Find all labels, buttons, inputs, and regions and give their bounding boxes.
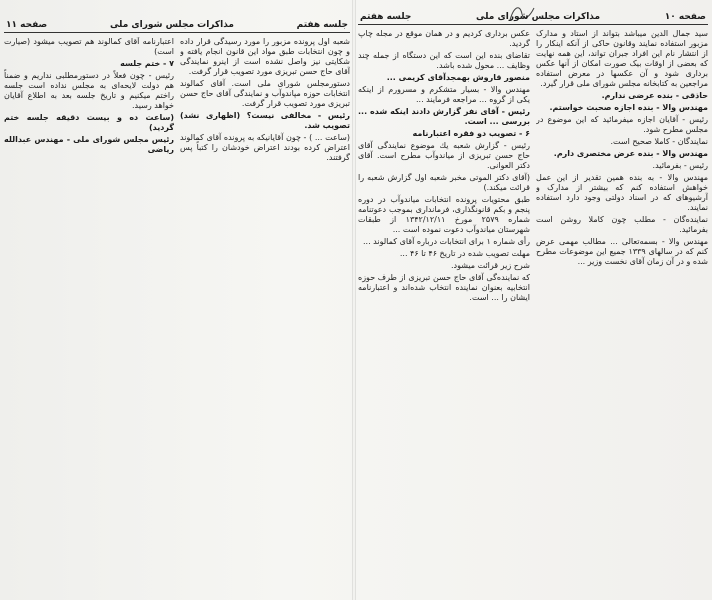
left-page-number: صفحه ۱۱ — [6, 20, 48, 30]
paragraph: نماینده‌گان - مطلب چون کاملا روشن است بفرمائید. — [536, 215, 708, 234]
paragraph: سید جمال الدین میباشد بتواند از استاد و مدارک مزبور استفاده نمایند وقانون حاکی از آنکه اینکار را از انتشار نام این افراد جبران تواند، این همه نهایت که بعضی از اوقات بیک صورت امکان از آنها عکس برداری شود و آن عکسها در معرض استفاده مراجعین به کتابخانه مجلس شورای ملی قرار گیرد. — [536, 29, 708, 88]
left-page-right-column — [180, 37, 350, 597]
right-page-title: مذاکرات مجلس شورای ملی — [476, 12, 601, 22]
paragraph: رئیس - مخالفی نیست؟ (اظهاری نشد) تصویب شد. — [180, 111, 350, 130]
right-page-number: صفحه ۱۰ — [664, 12, 706, 22]
right-page-left-column — [358, 29, 530, 599]
right-page-session: جلسه هفتم — [360, 12, 412, 22]
paragraph: رئیس - چون فعلاً در دستورمطلبی نداریم و ضمناً هم دولت لایحه‌ای به مجلس نداده است جلسه راختم میکنیم و تاریخ جلسه بعد به اطلاع آقایان خواهد رسید. — [4, 71, 174, 110]
paragraph: (ساعت ... ) - چون آقایانیکه به پرونده آقای کمالوند اعتراض کرده بودند اعتراض خودشان را کتباً پس گرفتند. — [180, 133, 350, 162]
paragraph: (آقای دکتر الموتی مخبر شعبه اول گزارش شعبه را قرائت میکند.) — [358, 173, 530, 192]
paragraph: رأی شماره ۱ برای انتخابات درباره آقای کمالوند ... — [363, 237, 530, 246]
paragraph: اعتبارنامه آقای کمالوند هم تصویب میشود (صیارت است) — [4, 37, 174, 56]
right-page-columns — [358, 29, 708, 599]
paragraph: مهندس والا - بسمه‌تعالی ... مطالب مهمی عرض کنم که در سالهای ۱۳۳۹ جمیع این موضوعات مطرح شده و در آن زمان آقای نخست وزیر ... — [536, 237, 708, 266]
paragraph: مهندس والا - بسیار متشکرم و مسرورم از اینکه یکی از گروه ... مراجعه فرمایند ... — [358, 85, 530, 104]
left-page-columns — [4, 37, 350, 597]
right-page — [358, 10, 708, 600]
paragraph: مهندس والا - به بنده همین تقدیر از این عمل خواهش استفاده کنم که بیشتر از مدارک و آرشیوهای که در اسناد دولتی وجود دارد استفاده نمایند. — [536, 173, 708, 212]
paragraph: مهندس والا - بنده اجازه صحبت خواستم. — [549, 103, 708, 112]
paragraph: رئیس - گزارش شعبه یك موضوع نمایندگی آقای حاج حسن تبریزی از میاندوآب مطرح است. آقای دکتر العوانی. — [358, 141, 530, 170]
paragraph: مهلت تصویب شده در تاریخ ۴۶ تا ۴۶ ... — [399, 249, 530, 258]
left-page — [4, 18, 350, 598]
paragraph: مهندس والا - بنده عرض مختصری دارم. — [553, 149, 708, 158]
left-page-header — [4, 18, 350, 33]
paragraph: طبق محتويات پرونده انتخابات میاندوآب در دوره پنجم و بکم قانونگذاری، فرمانداری بموجب دعوتنامه شماره ۲۵۷۹ مورخ ۱۳۴۲/۱۲/۱۱ از طبقات شهرستان میاندوآب دعوت نموده است ... — [358, 195, 530, 234]
paragraph: نمایندگان - کاملا صحیح است. — [610, 137, 708, 146]
section-heading: ۶ - تصویب دو فقره اعتبارنامه — [412, 129, 530, 138]
paragraph: حاذقی - بنده عرضی ندارم. — [601, 91, 708, 100]
page-fold — [352, 0, 356, 600]
left-page-left-column — [4, 37, 174, 597]
paragraph: تقاضای بنده این است که این دستگاه از جمله چند وظایف ... محول شده باشد. — [358, 51, 530, 70]
paragraph: دستورمجلس شورای ملی است. آقای کمالوند انتخابات حوزه مپاندوآب و نمایندگی آقای حاج حسن تبریزی مورد تصویب قرار گرفت. — [180, 79, 350, 108]
paragraph: عکس برداری کردیم و در همان موقع در مجله چاپ گردید. — [358, 29, 530, 48]
paragraph: شرح زیر قرائت میشود. — [450, 261, 530, 270]
paragraph: که نماینده‌گی آقای حاج حسن تبریزی از طرف حوزه انتخابیه بعنوان نماینده انتخاب شده‌اند و اعتبارنامه ایشان را ... است. — [358, 273, 530, 302]
paragraph: شعبه اول پرونده مزبور را مورد رسیدگی قرار داده و چون انتخابات طبق مواد این قانون انجام یافته و شکایتی نیز واصل نشده است از اینرو نمایندگی آقای حاج حسن تبریزی مورد تصویب قرار گرفت. — [180, 37, 350, 76]
right-page-right-column — [536, 29, 708, 599]
paragraph: (ساعت ده و بیست دقیقه جلسه ختم گردید) — [4, 113, 174, 132]
paragraph: رئیس - آقایان اجازه میفرمائید که این موضوع در مجلس مطرح شود. — [536, 115, 708, 134]
paragraph: رئیس - بفرمائید. — [652, 161, 708, 170]
paragraph: رئیس - آقای نفر گزارش دادند اینکه شده ... بررسی ... است. — [358, 107, 530, 126]
left-page-session: جلسه هفتم — [296, 20, 348, 30]
right-page-header — [358, 10, 708, 25]
signature-line: رئیس مجلس شورای ملی - مهندس عبدالله ریاضی — [4, 135, 174, 154]
paragraph: منصور قاروش بهمجدآقای کریمی ... — [386, 73, 530, 82]
section-heading: ۷ - ختم جلسه — [120, 59, 174, 68]
left-page-title: مذاکرات مجلس شورای ملی — [109, 20, 234, 30]
